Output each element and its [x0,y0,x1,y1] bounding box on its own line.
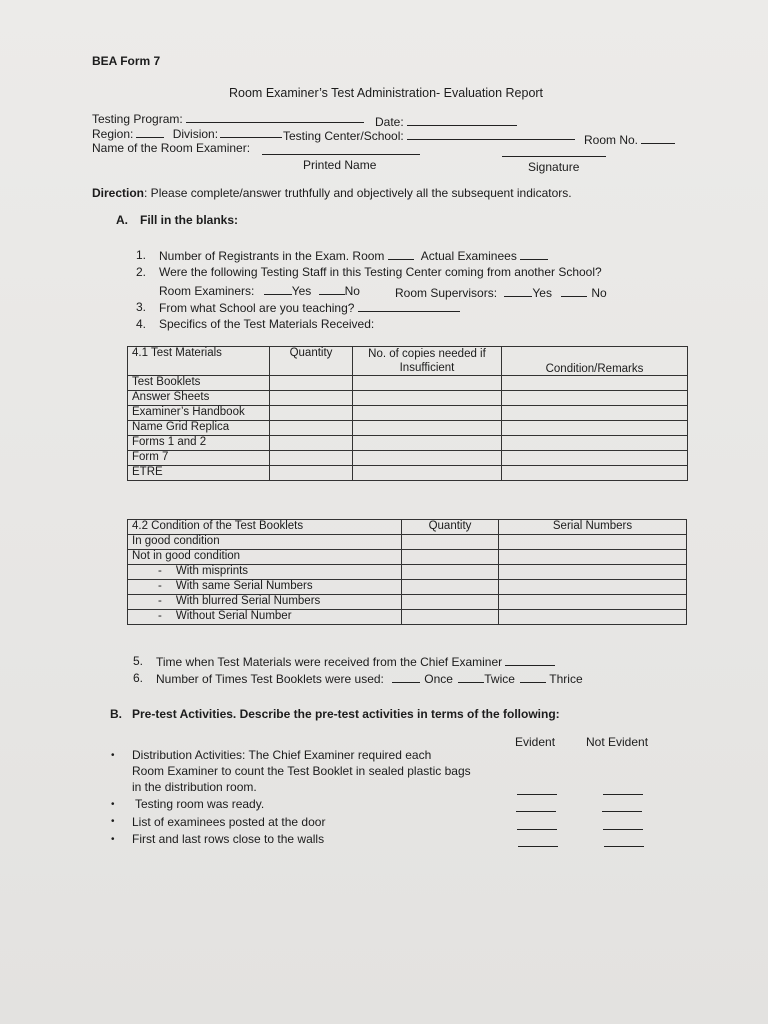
row-label: - Without Serial Number [128,610,402,625]
item-3: From what School are you teaching? [159,300,460,315]
cell[interactable] [353,376,502,391]
column-header: 4.2 Condition of the Test Booklets [128,520,402,535]
room-examiners-no-field[interactable] [319,283,345,295]
room-supervisors-no-field[interactable] [561,285,587,297]
section-b-letter: B. [110,707,122,721]
cell[interactable] [499,580,687,595]
item-2-supervisors: Room Supervisors: Yes No [395,286,607,300]
evident-blank-2[interactable] [516,811,556,812]
thrice-field[interactable] [520,671,546,683]
cell[interactable] [499,535,687,550]
cell[interactable] [270,376,353,391]
table-row [128,580,687,595]
bullet-4: First and last rows close to the walls [132,832,325,846]
item-2: Were the following Testing Staff in this Testing Center coming from another School? [159,265,602,279]
not-evident-blank-3[interactable] [603,829,643,830]
cell[interactable] [499,595,687,610]
form-id: BEA Form 7 [92,54,161,68]
direction: Direction: Please complete/answer truthfully and objectively all the subsequent indicators. [92,186,572,200]
item-1-number: 1. [136,248,147,262]
table-header-row [128,347,688,376]
item-2-number: 2. [136,265,147,279]
row-label: Answer Sheets [128,391,270,406]
bullet-icon: • [111,750,115,761]
cell[interactable] [270,421,353,436]
cell[interactable] [499,610,687,625]
cell[interactable] [402,610,499,625]
region-field[interactable] [136,126,164,138]
testing-program-field[interactable] [186,111,364,123]
cell[interactable] [270,436,353,451]
table-row [128,565,687,580]
table-row [128,436,688,451]
test-materials-table [127,346,688,481]
table-row [128,550,687,565]
row-label: - With misprints [128,565,402,580]
bullet-3: List of examinees posted at the door [132,815,326,829]
row-label: Examiner’s Handbook [128,406,270,421]
form-title: Room Examiner’s Test Administration- Evaluation Report [229,86,544,100]
item-5-number: 5. [133,654,144,668]
item-6-number: 6. [133,671,144,685]
actual-examinees-field[interactable] [520,248,548,260]
item-1: Number of Registrants in the Exam. Room Actual Examinees [159,248,548,263]
division-field[interactable] [220,126,282,138]
table-header-row [128,520,687,535]
not-evident-blank-4[interactable] [604,846,644,847]
row-label: Not in good condition [128,550,402,565]
row-label: Test Booklets [128,376,270,391]
table-row [128,406,688,421]
cell[interactable] [402,565,499,580]
item-4-number: 4. [136,317,147,331]
item-3-number: 3. [136,300,147,314]
row-label: - With same Serial Numbers [128,580,402,595]
column-header: Quantity [270,347,353,376]
table-row [128,466,688,481]
table-row [128,610,687,625]
twice-field[interactable] [458,671,484,683]
row-label: - With blurred Serial Numbers [128,595,402,610]
column-header: Serial Numbers [499,520,687,535]
cell[interactable] [402,580,499,595]
row-label: ETRE [128,466,270,481]
cell[interactable] [353,406,502,421]
registrants-field[interactable] [388,248,414,260]
row-label: Name Grid Replica [128,421,270,436]
bullet-1-line-3: in the distribution room. [132,780,257,794]
not-evident-column-header: Not Evident [586,735,649,749]
table-row [128,421,688,436]
cell[interactable] [402,595,499,610]
printed-name-line[interactable] [262,154,420,155]
bullet-1-line-1: Distribution Activities: The Chief Examiner required each [132,748,432,762]
date-label: Date: [375,114,517,129]
cell[interactable] [270,451,353,466]
evident-blank-1[interactable] [517,794,557,795]
item-2-options: Room Examiners: Yes No [159,284,360,298]
evident-blank-4[interactable] [518,846,558,847]
bullet-1-line-2: Room Examiner to count the Test Booklet in sealed plastic bags [132,764,471,778]
room-examiners-yes-field[interactable] [264,283,292,295]
cell[interactable] [402,550,499,565]
item-4: Specifics of the Test Materials Received: [159,317,375,331]
evident-blank-3[interactable] [517,829,557,830]
signature-line[interactable] [502,156,606,157]
region-row: Region: Division: [92,126,282,141]
cell[interactable] [270,466,353,481]
cell[interactable] [502,466,688,481]
bullet-icon: • [111,816,115,827]
testing-center-field[interactable] [407,128,575,140]
row-label: In good condition [128,535,402,550]
row-label: Form 7 [128,451,270,466]
printed-name-caption: Printed Name [303,158,377,172]
cell[interactable] [502,391,688,406]
column-header: Condition/Remarks [502,347,688,376]
testing-program-label: Testing Program: [92,111,364,126]
cell[interactable] [499,550,687,565]
bullet-2: Testing room was ready. [135,797,265,811]
item-5: Time when Test Materials were received from the Chief Examiner [156,654,555,669]
room-no-label: Room No. [584,132,675,147]
column-header: No. of copies needed if Insufficient [353,347,502,376]
table-row [128,451,688,466]
cell[interactable] [353,391,502,406]
signature-caption: Signature [528,160,580,174]
cell[interactable] [270,406,353,421]
cell[interactable] [353,421,502,436]
cell[interactable] [402,535,499,550]
cell[interactable] [353,451,502,466]
date-field[interactable] [407,114,517,126]
section-b-title: Pre-test Activities. Describe the pre-test activities in terms of the following: [132,707,560,721]
cell[interactable] [502,376,688,391]
column-header: Quantity [402,520,499,535]
cell[interactable] [502,451,688,466]
table-row [128,595,687,610]
section-a-letter: A. [116,213,128,227]
school-field[interactable] [358,300,460,312]
cell[interactable] [353,466,502,481]
room-supervisors-yes-field[interactable] [504,285,532,297]
booklet-condition-table [127,519,687,625]
item-6: Number of Times Test Booklets were used: Once Twice Thrice [156,672,583,686]
cell[interactable] [502,436,688,451]
cell[interactable] [353,436,502,451]
section-a-title: Fill in the blanks: [140,213,239,227]
evident-column-header: Evident [515,735,556,749]
table-row [128,376,688,391]
cell[interactable] [270,391,353,406]
room-no-field[interactable] [641,132,675,144]
cell[interactable] [502,406,688,421]
once-field[interactable] [392,671,420,683]
column-header: 4.1 Test Materials [128,347,270,376]
testing-center-label: Testing Center/School: [283,128,575,143]
bullet-icon: • [111,834,115,845]
table-row [128,535,687,550]
not-evident-blank-2[interactable] [602,811,642,812]
table-row [128,391,688,406]
bullet-icon: • [111,799,115,810]
examiner-name-label: Name of the Room Examiner: [92,141,251,155]
not-evident-blank-1[interactable] [603,794,643,795]
row-label: Forms 1 and 2 [128,436,270,451]
cell[interactable] [499,565,687,580]
cell[interactable] [502,421,688,436]
time-received-field[interactable] [505,654,555,666]
